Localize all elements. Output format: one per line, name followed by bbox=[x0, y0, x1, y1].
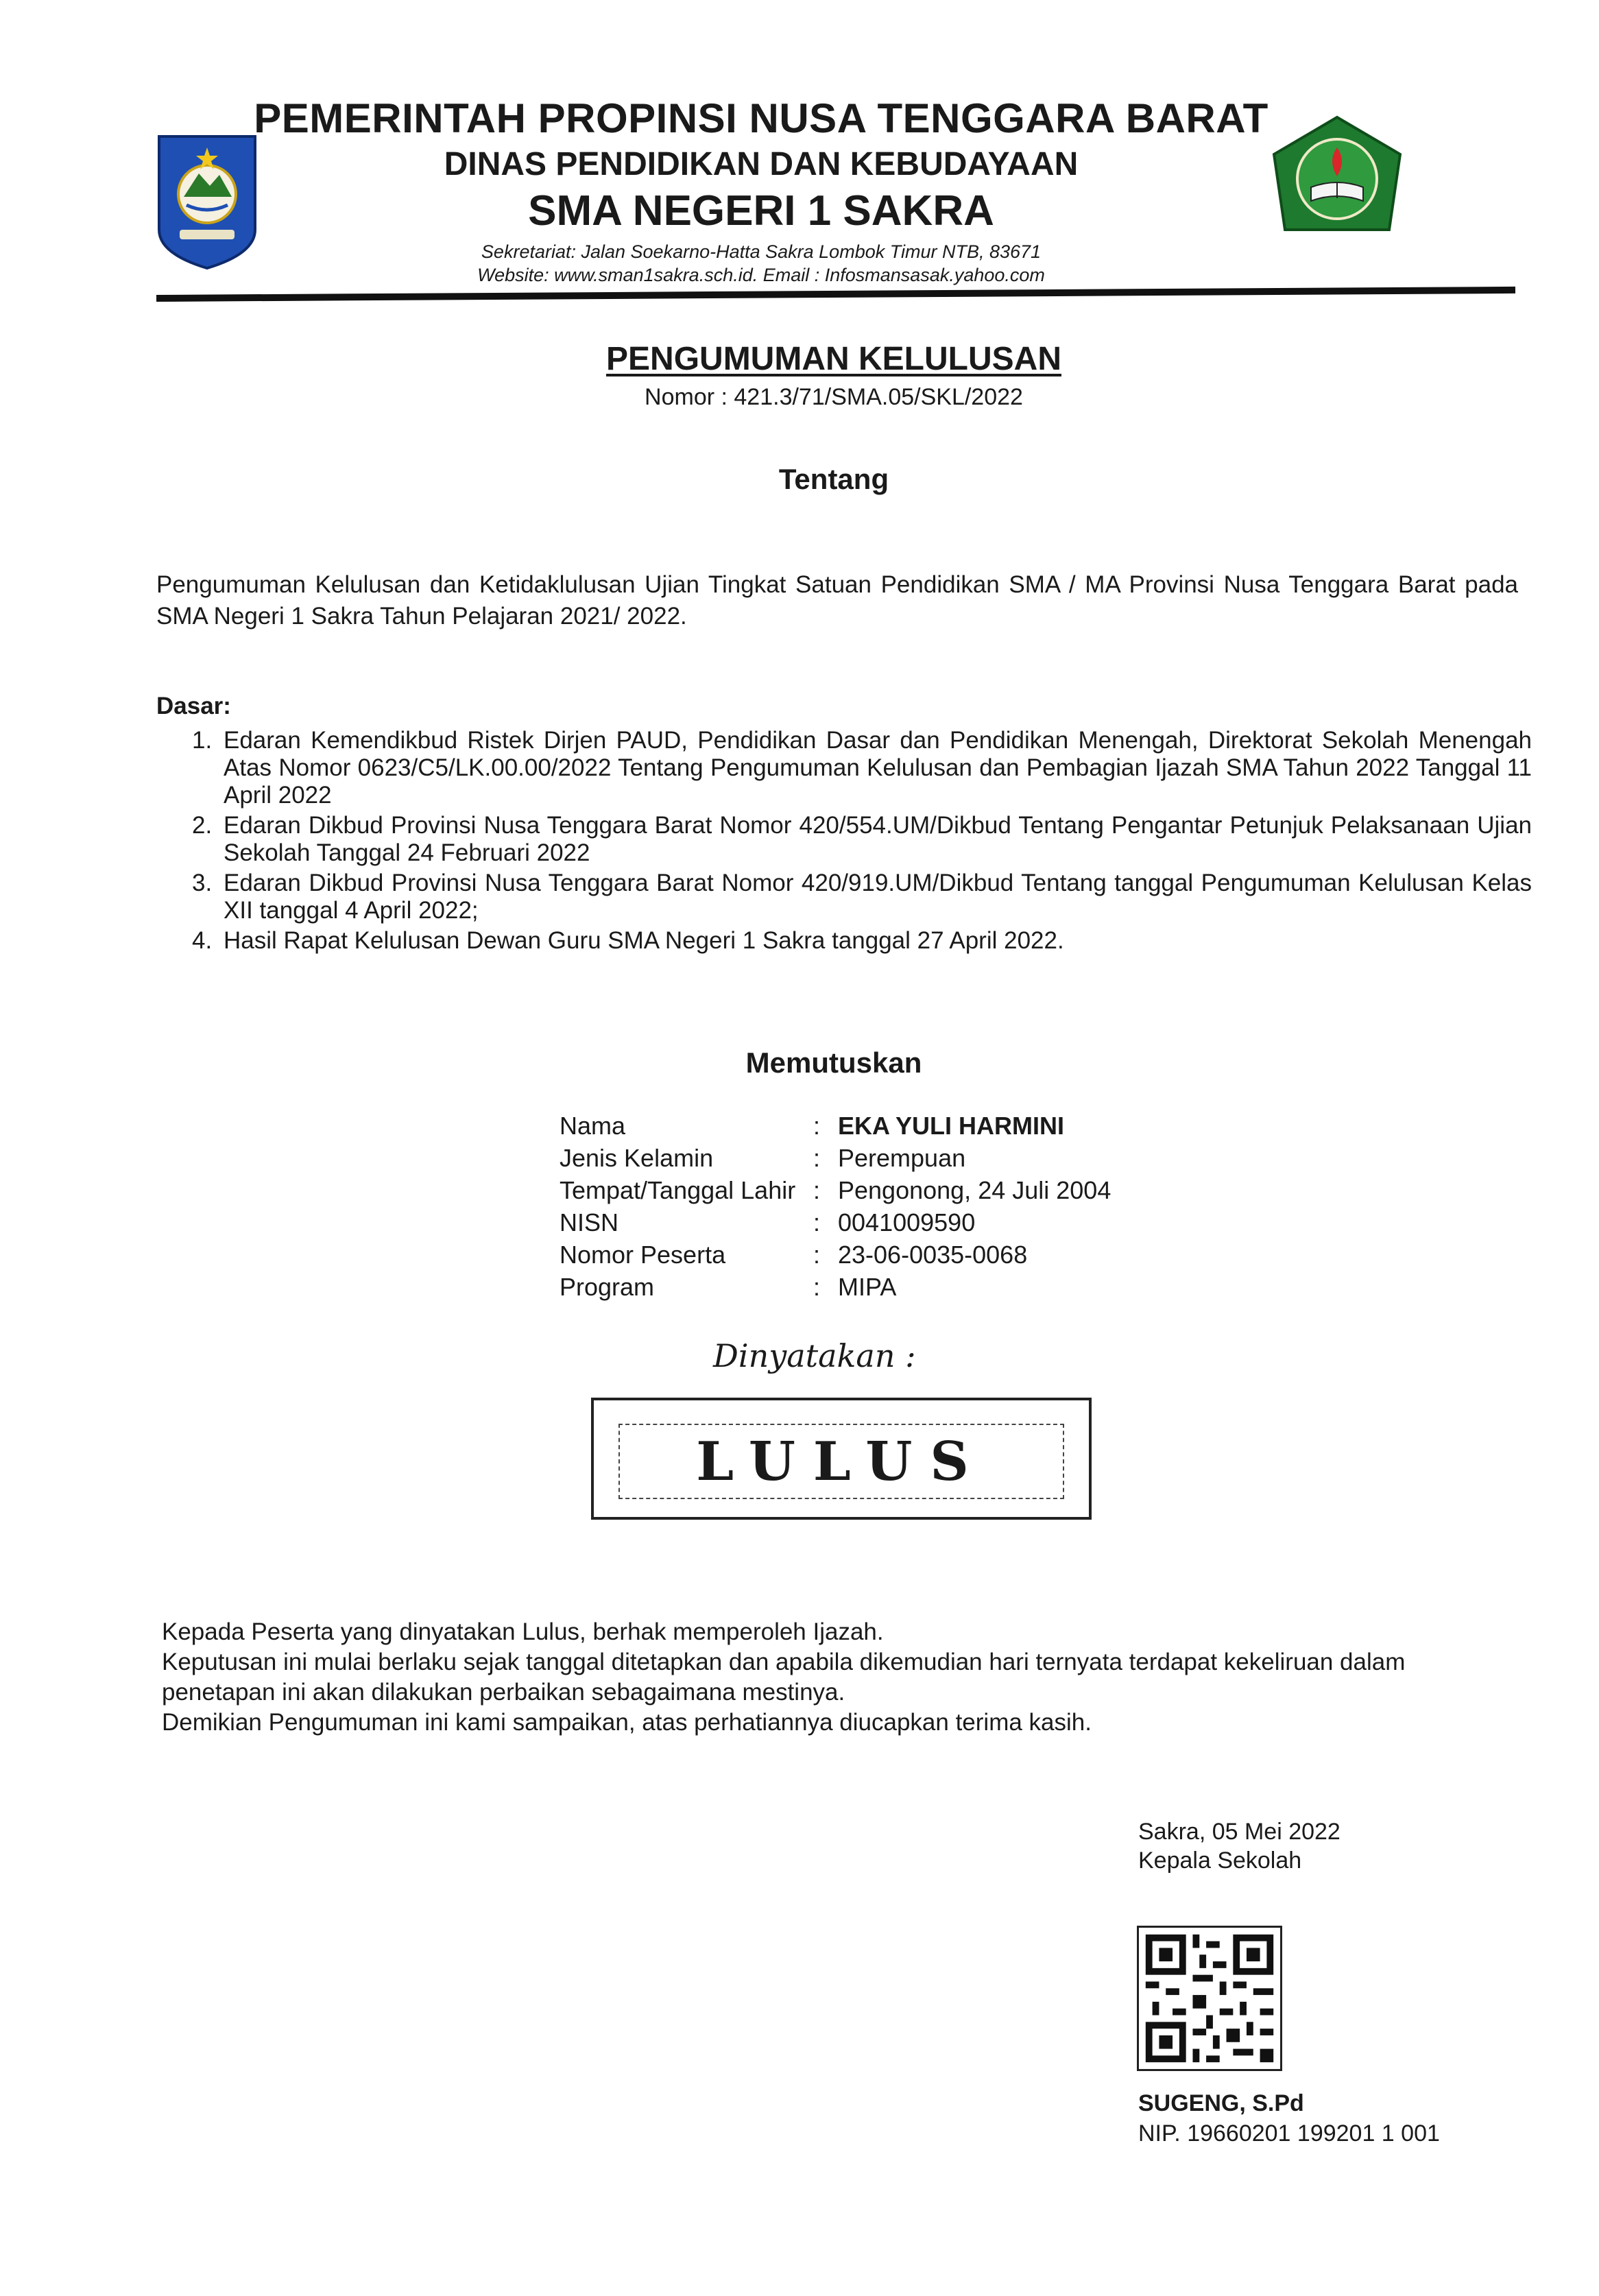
signature-position: Kepala Sekolah bbox=[1138, 1847, 1302, 1874]
student-info-value: 0041009590 bbox=[838, 1208, 976, 1236]
student-info-row bbox=[560, 1239, 1111, 1271]
letterhead-government: PEMERINTAH PROPINSI NUSA TENGGARA BARAT bbox=[254, 95, 1269, 141]
student-info-row bbox=[560, 1206, 1111, 1239]
student-info-label: Program bbox=[560, 1272, 655, 1301]
student-info-label: Nama bbox=[560, 1111, 626, 1140]
student-info-label: Jenis Kelamin bbox=[560, 1143, 714, 1172]
student-info-value: Pengonong, 24 Juli 2004 bbox=[838, 1175, 1111, 1204]
dasar-item bbox=[192, 870, 1532, 924]
student-info-label: NISN bbox=[560, 1208, 619, 1236]
student-info-colon: : bbox=[813, 1272, 821, 1301]
student-info-colon: : bbox=[813, 1175, 821, 1204]
closing-paragraph bbox=[162, 1617, 1519, 1738]
student-info-label: Tempat/Tanggal Lahir bbox=[560, 1175, 796, 1204]
dasar-item-text: Edaran Kemendikbud Ristek Dirjen PAUD, Pendidikan Dasar dan Pendidikan Menengah, Direktorat Sekolah Menengah Atas Nomor 0623/C5/LK.00.00/2022 Tentang Pengumuman Kelulusan dan Pembagian Ijazah SMA Tahun 2022 Tanggal 11 April 2022 bbox=[224, 727, 1532, 809]
dasar-item-number: 3. bbox=[192, 870, 213, 896]
document-title-text: PENGUMUMAN KELULUSAN bbox=[606, 341, 1061, 377]
closing-line: Kepada Peserta yang dinyatakan Lulus, berhak memperoleh Ijazah. bbox=[162, 1618, 884, 1645]
student-info-row bbox=[560, 1174, 1111, 1206]
student-info-colon: : bbox=[813, 1111, 821, 1140]
student-info-row bbox=[560, 1110, 1111, 1142]
dasar-heading: Dasar: bbox=[156, 693, 231, 719]
closing-line: Keputusan ini mulai berlaku sejak tanggal ditetapkan dan apabila dikemudian hari ternyata terdapat kekeliruan dalam penetapan ini akan dilakukan perbaikan sebagaimana mestinya. bbox=[162, 1649, 1406, 1706]
letterhead-divider bbox=[156, 287, 1515, 302]
result-box bbox=[591, 1398, 1092, 1520]
letterhead-contact: Website: www.sman1sakra.sch.id. Email : Infosmansasak.yahoo.com bbox=[477, 265, 1045, 285]
dasar-list bbox=[192, 727, 1532, 957]
student-info-value: 23-06-0035-0068 bbox=[838, 1240, 1028, 1269]
student-info-colon: : bbox=[813, 1240, 821, 1269]
dasar-item-number: 2. bbox=[192, 812, 213, 839]
province-emblem-logo bbox=[156, 134, 258, 271]
dasar-item bbox=[192, 927, 1532, 955]
memutuskan-heading: Memutuskan bbox=[745, 1047, 922, 1079]
student-info-row bbox=[560, 1271, 1111, 1303]
letterhead-address: Sekretariat: Jalan Soekarno-Hatta Sakra Lombok Timur NTB, 83671 bbox=[481, 241, 1042, 262]
student-info-value: Perempuan bbox=[838, 1143, 966, 1172]
tentang-heading: Tentang bbox=[778, 463, 889, 495]
closing-line: Demikian Pengumuman ini kami sampaikan, atas perhatiannya diucapkan terima kasih. bbox=[162, 1709, 1092, 1736]
dasar-item-number: 1. bbox=[192, 727, 213, 754]
dinyatakan-label: Dinyatakan : bbox=[713, 1337, 916, 1374]
school-logo bbox=[1269, 113, 1406, 243]
letterhead-department: DINAS PENDIDIKAN DAN KEBUDAYAAN bbox=[444, 146, 1079, 182]
intro-paragraph: Pengumuman Kelulusan dan Ketidaklulusan Ujian Tingkat Satuan Pendidikan SMA / MA Provinsi Nusa Tenggara Barat pada SMA Negeri 1 Sakra Tahun Pelajaran 2021/ 2022. bbox=[156, 571, 1518, 630]
result-text: LULUS bbox=[696, 1430, 987, 1493]
document-number: Nomor : 421.3/71/SMA.05/SKL/2022 bbox=[645, 384, 1023, 410]
signature-block bbox=[1138, 1817, 1340, 1875]
dasar-item-text: Edaran Dikbud Provinsi Nusa Tenggara Barat Nomor 420/919.UM/Dikbud Tentang tanggal Pengumuman Kelulusan Kelas XII tanggal 4 April 2022; bbox=[224, 870, 1532, 924]
student-info-label: Nomor Peserta bbox=[560, 1240, 726, 1269]
student-info bbox=[560, 1110, 1111, 1303]
signature-nip: NIP. 19660201 199201 1 001 bbox=[1138, 2120, 1440, 2146]
student-info-value: MIPA bbox=[838, 1272, 897, 1301]
document-title bbox=[411, 340, 1256, 378]
dasar-item bbox=[192, 727, 1532, 809]
student-info-row bbox=[560, 1142, 1111, 1174]
student-info-colon: : bbox=[813, 1208, 821, 1236]
letterhead-school-name: SMA NEGERI 1 SAKRA bbox=[528, 187, 994, 235]
dasar-item bbox=[192, 812, 1532, 867]
signature-place-date: Sakra, 05 Mei 2022 bbox=[1138, 1819, 1340, 1845]
dasar-item-number: 4. bbox=[192, 927, 213, 954]
student-name-value: EKA YULI HARMINI bbox=[838, 1111, 1065, 1140]
signature-name: SUGENG, S.Pd bbox=[1138, 2090, 1304, 2116]
dasar-item-text: Hasil Rapat Kelulusan Dewan Guru SMA Negeri 1 Sakra tanggal 27 April 2022. bbox=[224, 927, 1064, 954]
student-info-colon: : bbox=[813, 1143, 821, 1172]
dasar-item-text: Edaran Dikbud Provinsi Nusa Tenggara Barat Nomor 420/554.UM/Dikbud Tentang Pengantar Petunjuk Pelaksanaan Ujian Sekolah Tanggal 24 Februari 2022 bbox=[224, 812, 1532, 866]
qr-code-icon bbox=[1137, 1926, 1282, 2071]
result-box-inner bbox=[618, 1424, 1064, 1499]
